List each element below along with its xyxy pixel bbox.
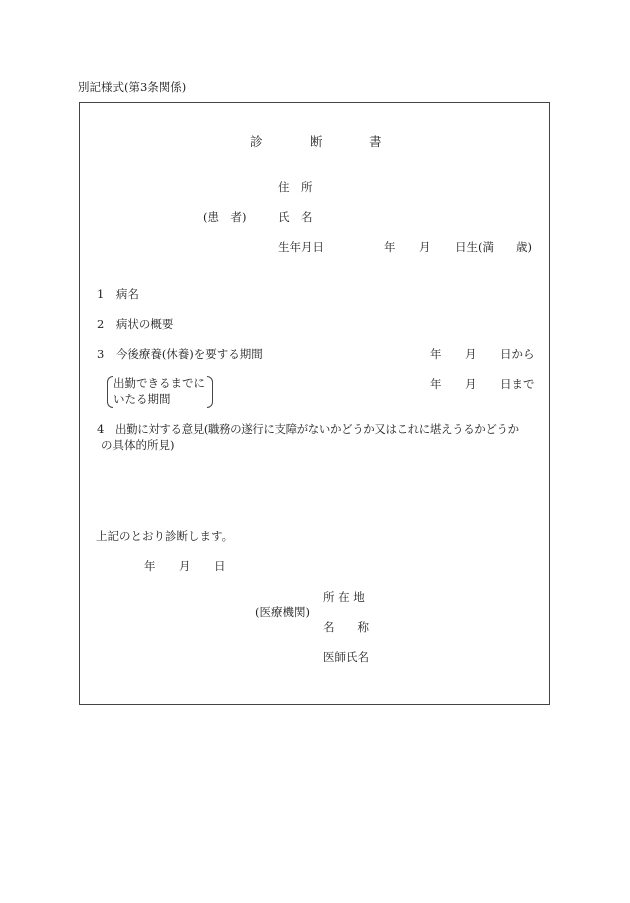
date-year: 年: [144, 559, 156, 573]
item-3-from: 日から: [500, 347, 535, 361]
dob-year: 年: [384, 240, 396, 254]
title-char-3: 書: [369, 134, 382, 149]
name-label: 氏 名: [278, 210, 313, 224]
patient-group-label: (患 者): [203, 210, 247, 224]
diagnosis-statement: 上記のとおり診断します。: [96, 529, 234, 543]
item-3-month: 月: [465, 347, 477, 361]
item-2-condition: 2 病状の概要: [97, 317, 174, 331]
return-period-line-1: 出勤できるまでに: [113, 376, 205, 390]
item-4-opinion-line-2: の具体的所見): [101, 438, 175, 452]
item-1-disease: 1 病名: [97, 287, 139, 301]
doctor-name-label: 医師氏名: [323, 650, 369, 664]
item-3-rest-period: 3 今後療養(休養)を要する期間: [97, 347, 263, 361]
date-day: 日: [214, 559, 226, 573]
institution-name-label: 名 称: [323, 620, 369, 634]
return-year: 年: [430, 377, 442, 391]
dob-day-born: 日生(満: [455, 240, 494, 254]
return-period-line-2: いたる期間: [113, 392, 171, 406]
title-char-1: 診: [250, 134, 263, 149]
form-label: 別記様式(第3条関係): [78, 80, 187, 94]
dob-label: 生年月日: [278, 240, 324, 254]
right-bracket: [207, 376, 213, 408]
age-suffix: 歳): [516, 240, 532, 254]
institution-label: (医療機関): [255, 605, 310, 619]
return-month: 月: [465, 377, 477, 391]
address-label: 住 所: [278, 180, 313, 194]
item-3-year: 年: [430, 347, 442, 361]
title-char-2: 断: [310, 134, 323, 149]
item-4-opinion-line-1: 4 出勤に対する意見(職務の遂行に支障がないかどうか又はこれに堪えうるかどうか: [97, 422, 519, 436]
date-month: 月: [179, 559, 191, 573]
location-label: 所 在 地: [323, 590, 365, 604]
return-until: 日まで: [500, 377, 535, 391]
dob-month: 月: [419, 240, 431, 254]
